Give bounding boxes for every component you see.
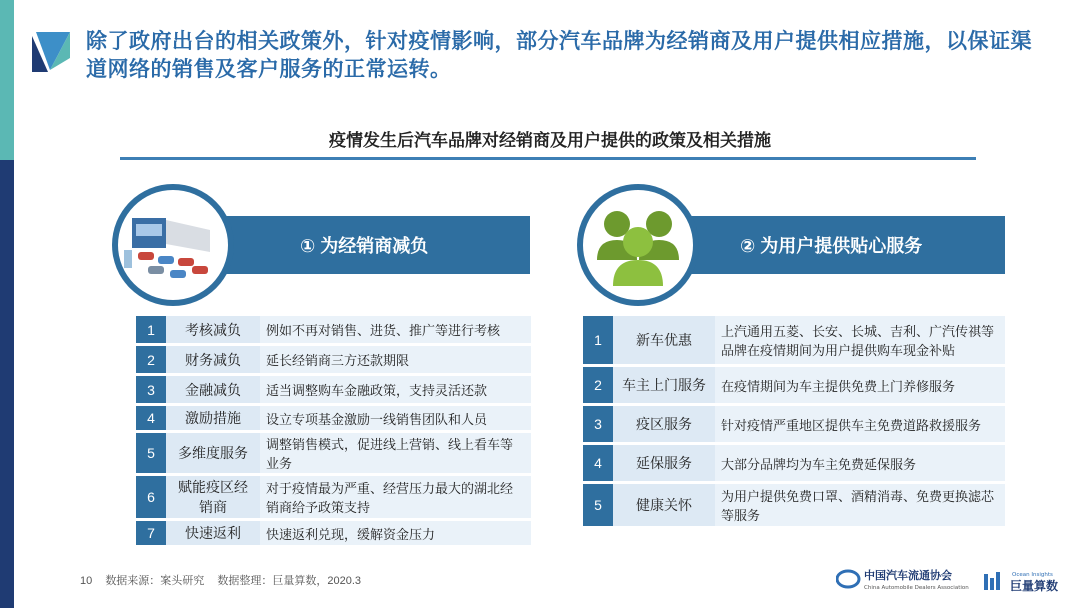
row-number: 1 [136,316,166,343]
ocean-insights-logo [982,568,1072,594]
table-row [136,346,531,373]
footer [80,572,371,588]
side-accent-bar [0,0,14,608]
table-row [136,476,531,518]
row-description: 延长经销商三方还款期限 [260,346,531,373]
table-row [583,367,1005,403]
row-item: 健康关怀 [613,484,715,526]
row-description: 对于疫情最为严重、经营压力最大的湖北经销商给予政策支持 [260,476,531,518]
row-description: 针对疫情严重地区提供车主免费道路救援服务 [715,406,1005,442]
row-item: 考核减负 [166,316,260,343]
row-number: 4 [583,445,613,481]
row-number: 7 [136,521,166,545]
dealer-measures-table [136,313,531,548]
dealership-icon [118,190,228,300]
row-number: 4 [136,406,166,430]
title-divider [120,157,976,160]
row-number: 5 [583,484,613,526]
row-item: 延保服务 [613,445,715,481]
row-item: 激励措施 [166,406,260,430]
table-row [136,433,531,473]
user-banner [665,216,1005,274]
data-source: 数据来源：案头研究 [105,575,205,587]
row-description: 在疫情期间为车主提供免费上门养修服务 [715,367,1005,403]
cada-logo-sub: China Automobile Dealers Association [864,585,969,591]
row-number: 5 [136,433,166,473]
row-description: 适当调整购车金融政策，支持灵活还款 [260,376,531,403]
row-item: 新车优惠 [613,316,715,364]
row-number: 3 [136,376,166,403]
row-description: 上汽通用五菱、长安、长城、吉利、广汽传祺等品牌在疫情期间为用户提供购车现金补贴 [715,316,1005,364]
data-compiled: 数据整理：巨量算数，2020.3 [217,575,362,587]
cada-logo-text: 中国汽车流通协会 [864,569,952,582]
table-row [583,445,1005,481]
row-number: 1 [583,316,613,364]
brand-logo-icon [30,30,72,74]
table-row [583,316,1005,364]
row-item: 赋能疫区经销商 [166,476,260,518]
users-group-icon [583,190,693,300]
row-description: 快速返利兑现，缓解资金压力 [260,521,531,545]
row-description: 为用户提供免费口罩、酒精消毒、免费更换滤芯等服务 [715,484,1005,526]
table-row [583,406,1005,442]
section-title: 疫情发生后汽车品牌对经销商及用户提供的政策及相关措施 [329,131,771,150]
table-row [583,484,1005,526]
table-row [136,406,531,430]
page-number: 10 [80,575,93,587]
dealer-banner-label: ① 为经销商减负 [300,236,429,256]
table-row [136,316,531,343]
row-item: 财务减负 [166,346,260,373]
dealer-illustration [112,184,234,306]
user-illustration [577,184,699,306]
row-item: 车主上门服务 [613,367,715,403]
cada-logo [836,566,976,592]
headline: 除了政府出台的相关政策外，针对疫情影响，部分汽车品牌为经销商及用户提供相应措施，以保证渠道网络的销售及客户服务的正常运转。 [86,30,1032,81]
row-item: 金融减负 [166,376,260,403]
row-number: 3 [583,406,613,442]
table-row [136,521,531,545]
row-item: 多维度服务 [166,433,260,473]
row-number: 2 [136,346,166,373]
user-banner-label: ② 为用户提供贴心服务 [740,236,923,256]
dealer-banner [190,216,530,274]
ocean-logo-text: 巨量算数 [1010,579,1059,593]
table-row [136,376,531,403]
ocean-logo-sub: Ocean Insights [1012,572,1053,578]
row-number: 6 [136,476,166,518]
row-number: 2 [583,367,613,403]
row-description: 例如不再对销售、进货、推广等进行考核 [260,316,531,343]
row-item: 疫区服务 [613,406,715,442]
row-description: 设立专项基金激励一线销售团队和人员 [260,406,531,430]
row-description: 调整销售模式，促进线上营销、线上看车等业务 [260,433,531,473]
row-item: 快速返利 [166,521,260,545]
row-description: 大部分品牌均为车主免费延保服务 [715,445,1005,481]
user-services-table [583,313,1005,529]
